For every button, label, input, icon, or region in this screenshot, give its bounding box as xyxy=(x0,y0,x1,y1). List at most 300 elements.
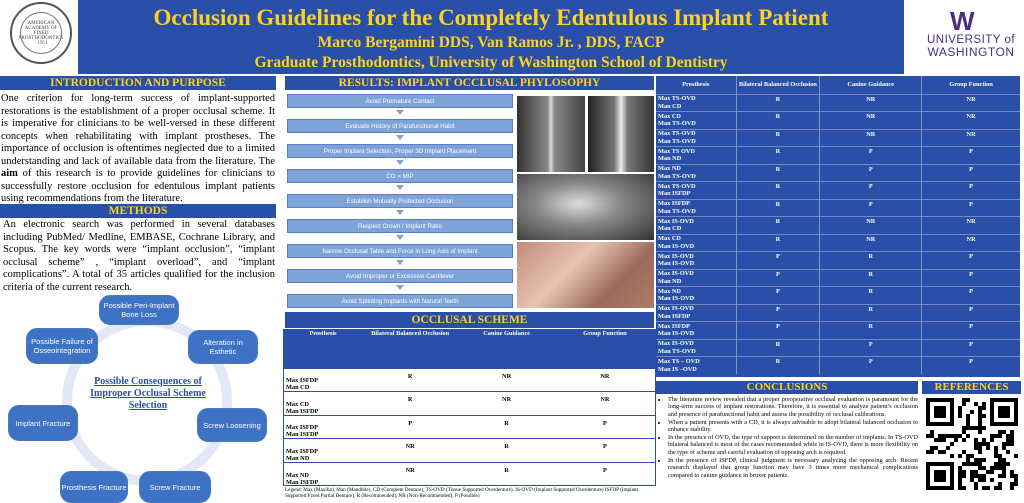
qr-module xyxy=(1010,482,1014,486)
qr-module xyxy=(962,486,966,490)
prosthesis-max: Max IS-OVD xyxy=(658,305,694,313)
qr-module xyxy=(990,438,994,442)
qr-module xyxy=(942,434,946,438)
qr-module xyxy=(974,486,978,490)
flow-step: Establish Mutually Protected Occlusion xyxy=(287,194,513,208)
intro-heading: INTRODUCTION AND PURPOSE xyxy=(0,76,276,90)
qr-module xyxy=(1014,474,1018,478)
cell-prosthesis xyxy=(284,415,362,439)
qr-module xyxy=(986,470,990,474)
cell-prosthesis xyxy=(656,147,736,165)
cell-bilateral: R xyxy=(736,112,820,130)
cell-prosthesis xyxy=(656,304,736,322)
cell-bilateral: R xyxy=(407,372,413,380)
qr-module xyxy=(942,450,946,454)
table-row xyxy=(656,322,1020,340)
qr-module xyxy=(958,434,962,438)
col-group: Group Function xyxy=(583,330,627,337)
qr-module xyxy=(982,406,986,410)
table-row xyxy=(656,164,1020,182)
cell-bilateral: R xyxy=(736,147,820,165)
consequence-implant-fracture: Implant Fracture xyxy=(8,405,78,441)
qr-module xyxy=(1006,450,1010,454)
prosthesis-max: Max ISFDP xyxy=(286,447,319,455)
prosthesis-max: Max ND xyxy=(286,471,309,479)
table-row xyxy=(656,199,1020,217)
prosthesis-max: Max IS-OVD xyxy=(658,270,694,278)
qr-module xyxy=(998,474,1002,478)
prosthesis-max: Max TS OVD xyxy=(658,147,695,155)
qr-module xyxy=(966,418,970,422)
cell-bilateral: P xyxy=(736,304,820,322)
cell-canine: R xyxy=(504,466,509,474)
seal-inner: AMERICAN ACADEMY OF FIXED PROSTHODONTICS · 1951 xyxy=(20,12,62,54)
qr-module xyxy=(982,474,986,478)
consequence-screw-fracture: Screw Fracture xyxy=(139,471,211,503)
qr-module xyxy=(978,410,982,414)
qr-module xyxy=(1002,462,1006,466)
qr-finder xyxy=(998,406,1010,418)
prosthesis-max: Max IS-OVD xyxy=(658,217,694,225)
table-row xyxy=(656,112,1020,130)
prosthesis-man: Man IS-OVD xyxy=(658,295,695,303)
qr-module xyxy=(966,454,970,458)
qr-module xyxy=(930,450,934,454)
results-heading: RESULTS: IMPLANT OCCLUSAL PHYLOSOPHY xyxy=(285,76,654,90)
intro-text xyxy=(1,93,275,206)
cell-canine: NR xyxy=(820,234,922,252)
qr-module xyxy=(974,470,978,474)
occlusal-scheme-header-row xyxy=(284,330,655,368)
qr-module xyxy=(958,410,962,414)
qr-module xyxy=(1006,438,1010,442)
cell-group: P xyxy=(969,270,974,278)
qr-module xyxy=(962,470,966,474)
qr-module xyxy=(1002,466,1006,470)
qr-module xyxy=(998,462,1002,466)
prosthesis-man: Man ND xyxy=(286,454,310,462)
qr-module xyxy=(982,438,986,442)
qr-module xyxy=(994,446,998,450)
qr-module xyxy=(1006,462,1010,466)
qr-module xyxy=(958,414,962,418)
prosthesis-man: Man IS-OVD xyxy=(658,260,695,268)
qr-module xyxy=(926,434,930,438)
cell-bilateral: P xyxy=(736,269,820,287)
qr-module xyxy=(978,430,982,434)
qr-module xyxy=(998,466,1002,470)
conclusion-item: • In the presence of ISFDP, clinical judgment is necessary analyzing the opposing arch. Recent research displayed that group function may have 3 times more mechanical complications compared to canine guidance in bruxer patients. xyxy=(668,457,918,479)
prosthesis-max: Max CD xyxy=(286,400,309,408)
xray-implant-1 xyxy=(517,96,585,172)
cell-canine: R xyxy=(820,287,922,305)
qr-module xyxy=(966,398,970,402)
qr-module xyxy=(1014,478,1018,482)
methods-heading: METHODS xyxy=(0,204,276,218)
prosthesis-max: Max TS-OVD xyxy=(658,130,696,138)
prosthesis-max: Max ISFDP xyxy=(658,322,691,330)
qr-module xyxy=(1010,442,1014,446)
cell-group: NR xyxy=(966,235,976,243)
qr-module xyxy=(978,474,982,478)
qr-module xyxy=(974,482,978,486)
cell-prosthesis xyxy=(656,269,736,287)
references-heading: REFERENCES xyxy=(922,381,1021,394)
qr-module xyxy=(990,470,994,474)
cell-prosthesis xyxy=(284,368,362,392)
prosthesis-man: Man TS-OVD xyxy=(658,137,696,145)
qr-module xyxy=(934,446,938,450)
uw-logo-line2: WASHINGTON xyxy=(927,45,1015,59)
qr-module xyxy=(978,478,982,482)
cell-group: NR xyxy=(966,113,976,120)
qr-module xyxy=(962,450,966,454)
qr-module xyxy=(946,434,950,438)
rcol-bilateral: Bilateral Balanced Occlusion xyxy=(736,76,820,94)
qr-module xyxy=(958,474,962,478)
xray-panoramic xyxy=(517,174,654,240)
cell-canine: P xyxy=(820,339,922,357)
qr-module xyxy=(958,482,962,486)
qr-module xyxy=(982,402,986,406)
cell-prosthesis xyxy=(656,287,736,305)
cell-group: P xyxy=(969,165,974,173)
cell-group: P xyxy=(969,288,974,295)
occlusal-scheme-table xyxy=(284,330,655,486)
cell-canine: P xyxy=(820,147,922,165)
cell-canine: P xyxy=(820,199,922,217)
flow-step: Respect Crown / Implant Ratio xyxy=(287,219,513,233)
academy-seal-logo xyxy=(10,2,72,64)
prosthesis-man: Man TS-OVD xyxy=(658,120,696,128)
prosthesis-man: Man ISFDP xyxy=(658,312,691,320)
intro-text-b: of this research is to provide guidelines for clinicians to successfully restore occlusion for edentulous implant patients using recommendations from the literature. xyxy=(1,168,275,204)
right-table-header xyxy=(656,76,1020,94)
cell-bilateral: NR xyxy=(405,466,415,474)
cell-prosthesis xyxy=(656,182,736,200)
cell-prosthesis xyxy=(284,439,362,463)
qr-module xyxy=(930,446,934,450)
cell-group: NR xyxy=(966,130,976,138)
cell-prosthesis xyxy=(656,199,736,217)
qr-module xyxy=(982,458,986,462)
rcol-prosthesis: Prosthesis xyxy=(656,76,736,94)
qr-module xyxy=(1002,458,1006,462)
qr-module xyxy=(962,398,966,402)
qr-module xyxy=(1002,442,1006,446)
qr-module xyxy=(998,482,1002,486)
cell-prosthesis xyxy=(284,462,362,486)
qr-module xyxy=(970,410,974,414)
prosthesis-man: Man ISFDP xyxy=(286,407,319,415)
rcol-group: Group Function xyxy=(949,81,993,89)
cell-bilateral: P xyxy=(736,287,820,305)
flow-step: Evaluate History of Parafunctional Habit xyxy=(287,119,513,133)
occlusal-scheme-heading: OCCLUSAL SCHEME xyxy=(285,312,654,328)
poster-authors: Marco Bergamini DDS, Van Ramos Jr. , DDS, FACP xyxy=(317,34,665,51)
qr-module xyxy=(958,406,962,410)
cell-prosthesis xyxy=(656,217,736,235)
prosthesis-man: Man IS-OVD xyxy=(658,330,695,338)
prosthesis-table xyxy=(656,76,1020,374)
col-canine: Canine Guidance xyxy=(483,330,530,337)
cell-bilateral: R xyxy=(736,182,820,200)
cell-prosthesis xyxy=(656,357,736,375)
cell-canine: NR xyxy=(820,94,922,112)
qr-module xyxy=(974,446,978,450)
qr-module xyxy=(930,434,934,438)
prosthesis-man: Man TS-OVD xyxy=(658,207,696,215)
qr-module xyxy=(1006,434,1010,438)
table-row xyxy=(656,287,1020,305)
qr-module xyxy=(982,426,986,430)
cell-bilateral: R xyxy=(736,357,820,375)
qr-finder xyxy=(934,470,946,482)
table-row xyxy=(656,94,1020,112)
cell-canine: NR xyxy=(502,396,512,403)
prosthesis-max: Max ND xyxy=(658,287,681,295)
qr-module xyxy=(982,466,986,470)
cell-bilateral: R xyxy=(736,94,820,112)
qr-module xyxy=(1010,434,1014,438)
qr-module xyxy=(962,402,966,406)
qr-module xyxy=(962,430,966,434)
prosthesis-max: Max TS-OVD xyxy=(658,95,696,103)
table-row xyxy=(656,304,1020,322)
qr-module xyxy=(974,438,978,442)
cell-canine: NR xyxy=(502,372,512,380)
qr-module xyxy=(970,426,974,430)
qr-module xyxy=(982,442,986,446)
qr-module xyxy=(962,462,966,466)
prosthesis-man: Man CD xyxy=(658,225,682,233)
cell-group: P xyxy=(969,340,974,348)
qr-module xyxy=(994,486,998,490)
occlusal-scheme-table-wrap xyxy=(283,329,656,486)
qr-module xyxy=(950,454,954,458)
prosthesis-man: Man CD xyxy=(658,102,682,110)
qr-module xyxy=(998,486,1002,490)
qr-module xyxy=(1010,438,1014,442)
flow-step: Proper Implant Selection, Proper 3D Implant Placement xyxy=(287,144,513,158)
qr-module xyxy=(958,466,962,470)
qr-module xyxy=(978,462,982,466)
cell-canine: R xyxy=(820,252,922,270)
qr-module xyxy=(986,446,990,450)
qr-module xyxy=(958,486,962,490)
qr-module xyxy=(978,442,982,446)
qr-module xyxy=(974,426,978,430)
qr-module xyxy=(1002,430,1006,434)
qr-module xyxy=(930,430,934,434)
qr-module xyxy=(962,426,966,430)
cell-canine: R xyxy=(504,443,509,450)
qr-module xyxy=(978,466,982,470)
qr-module xyxy=(974,458,978,462)
cell-bilateral: R xyxy=(736,217,820,235)
qr-module xyxy=(970,462,974,466)
qr-module xyxy=(994,434,998,438)
uw-logo-text xyxy=(925,34,1017,58)
prosthesis-max: Max IS-OVD xyxy=(658,340,694,348)
poster-affiliation: Graduate Prosthodontics, University of Washington School of Dentistry xyxy=(254,54,728,71)
cell-bilateral: P xyxy=(408,419,413,427)
cell-prosthesis xyxy=(656,339,736,357)
cell-bilateral: P xyxy=(736,322,820,340)
qr-module xyxy=(962,438,966,442)
qr-module xyxy=(966,422,970,426)
prosthesis-man: Man ISFDP xyxy=(286,431,319,438)
table-row xyxy=(284,462,655,486)
cell-bilateral: R xyxy=(736,339,820,357)
table-row xyxy=(656,252,1020,270)
prosthesis-man: Man ND xyxy=(658,155,682,163)
prosthesis-man: Man ISFDP xyxy=(286,478,319,486)
cell-group: P xyxy=(969,323,974,330)
table-row xyxy=(656,234,1020,252)
qr-module xyxy=(994,454,998,458)
uw-logo-mark: W xyxy=(950,6,975,36)
table-row xyxy=(284,439,655,463)
qr-module xyxy=(1010,430,1014,434)
flow-step: Avoid Premature Contact xyxy=(287,94,513,108)
qr-module xyxy=(978,426,982,430)
qr-module xyxy=(994,462,998,466)
qr-module xyxy=(958,454,962,458)
cell-group: P xyxy=(602,443,607,450)
qr-module xyxy=(938,434,942,438)
prosthesis-man: Man CD xyxy=(286,384,310,391)
qr-module xyxy=(974,462,978,466)
prosthesis-max: Max IS-OVD xyxy=(658,252,694,260)
cell-bilateral: R xyxy=(407,396,413,403)
references-qr-code[interactable] xyxy=(926,398,1018,498)
conclusions-list xyxy=(660,396,918,479)
cell-bilateral: R xyxy=(736,199,820,217)
conclusion-item: • When a patient presents with a CD, it is always advisable to adopt bilateral balanced occlusion to enhance stability. xyxy=(668,419,918,434)
qr-module xyxy=(986,486,990,490)
methods-text: An electronic search was performed in several databases including PubMed/ Medline, EMBASE, Cochrane Library, and Scopus. The key words were “implant occlusion”, “implant occlusal scheme” , “implant overload”, and “implant complications”. A total of 35 articles qualified for the inclusion criteria of the current research. xyxy=(3,219,275,293)
qr-module xyxy=(1010,486,1014,490)
qr-module xyxy=(1002,474,1006,478)
cell-canine: NR xyxy=(820,112,922,130)
cell-prosthesis xyxy=(656,322,736,340)
table-row xyxy=(656,339,1020,357)
qr-module xyxy=(970,478,974,482)
qr-module xyxy=(950,442,954,446)
qr-module xyxy=(982,414,986,418)
qr-module xyxy=(950,434,954,438)
cell-prosthesis xyxy=(656,164,736,182)
cell-bilateral: R xyxy=(736,164,820,182)
cell-prosthesis xyxy=(284,392,362,416)
qr-module xyxy=(990,478,994,482)
qr-module xyxy=(926,450,930,454)
cell-prosthesis xyxy=(656,112,736,130)
consequence-osseointegration: Possible Failure of Osseointegration xyxy=(26,328,98,364)
prosthesis-max: Max CD xyxy=(658,112,681,120)
flow-step: CO = MIP xyxy=(287,169,513,183)
flow-arrow xyxy=(396,160,404,165)
qr-module xyxy=(974,402,978,406)
cell-canine: NR xyxy=(820,217,922,235)
cell-canine: R xyxy=(504,419,509,427)
qr-module xyxy=(966,462,970,466)
prosthesis-man: Man TS-OVD xyxy=(658,347,696,355)
prosthesis-max: Max TS-OVD xyxy=(658,182,696,190)
table-row xyxy=(284,368,655,392)
qr-module xyxy=(1010,474,1014,478)
qr-module xyxy=(982,478,986,482)
qr-module xyxy=(978,406,982,410)
cell-group: NR xyxy=(966,95,976,103)
qr-module xyxy=(934,438,938,442)
table-row xyxy=(656,217,1020,235)
table-row xyxy=(284,415,655,439)
qr-module xyxy=(978,450,982,454)
qr-module xyxy=(986,442,990,446)
qr-module xyxy=(1006,442,1010,446)
consequences-title: Possible Consequences of Improper Occlusal Scheme Selection xyxy=(90,376,206,411)
cell-group: P xyxy=(969,183,974,190)
cell-bilateral: R xyxy=(736,234,820,252)
cell-canine: NR xyxy=(820,129,922,147)
cell-bilateral: R xyxy=(736,129,820,147)
flow-arrow xyxy=(396,135,404,140)
right-table-wrap xyxy=(656,76,1020,377)
prosthesis-man: Man ISFDP xyxy=(658,190,691,198)
cell-group: NR xyxy=(966,218,976,225)
qr-module xyxy=(998,458,1002,462)
consequence-screw-loosening: Screw Loosening xyxy=(197,408,267,442)
conclusion-item: • In the presence of OVD, the type of support is determined on the number of implants. In TS-OVD bilateral balanced is most of the cases recommended while in IS-OVD, there is more flexibility on the type of scheme and careful evaluation of opposing arch is required. xyxy=(668,434,918,456)
qr-module xyxy=(966,458,970,462)
qr-module xyxy=(938,450,942,454)
cell-prosthesis xyxy=(656,94,736,112)
flow-arrow xyxy=(396,260,404,265)
qr-module xyxy=(966,426,970,430)
table-row xyxy=(656,357,1020,375)
qr-finder xyxy=(934,406,946,418)
cell-group: P xyxy=(969,253,974,260)
qr-module xyxy=(958,478,962,482)
qr-module xyxy=(970,474,974,478)
flow-step: Narrow Occlusal Table and Force in Long Axis of Implant xyxy=(287,244,513,258)
poster-title: Occlusion Guidelines for the Completely Edentulous Implant Patient xyxy=(153,5,829,30)
intro-aim: aim xyxy=(1,168,18,179)
table-row xyxy=(656,269,1020,287)
prosthesis-man: Man ND xyxy=(658,277,682,285)
flow-arrow xyxy=(396,110,404,115)
qr-module xyxy=(1014,454,1018,458)
cell-group: NR xyxy=(600,372,610,380)
cell-canine: R xyxy=(820,304,922,322)
prosthesis-max: Max ISFDP xyxy=(658,200,691,208)
cell-group: P xyxy=(969,148,974,155)
qr-module xyxy=(946,446,950,450)
qr-module xyxy=(966,434,970,438)
clinical-photo xyxy=(517,242,654,308)
table-row xyxy=(656,129,1020,147)
qr-module xyxy=(978,446,982,450)
cell-group: P xyxy=(969,305,974,313)
prosthesis-max: Max CD xyxy=(658,235,681,243)
cell-prosthesis xyxy=(656,252,736,270)
table-row xyxy=(656,182,1020,200)
table-legend: Legend: Max (Maxilla), Man (Mandible), CD (Complete Denture), TS-OVD (Tissue Supported Overdenture), IS-OVD (Implant Supported Overdenture) ISFDP (Implant Supported Fixed Partial Denture), R (Recommended), NR (Non-Recommended), P (Possible) xyxy=(285,487,638,499)
consequence-prosthesis-fracture: Prosthesis Fracture xyxy=(60,471,128,503)
consequence-esthetic: Alteration in Esthetic xyxy=(188,330,258,364)
